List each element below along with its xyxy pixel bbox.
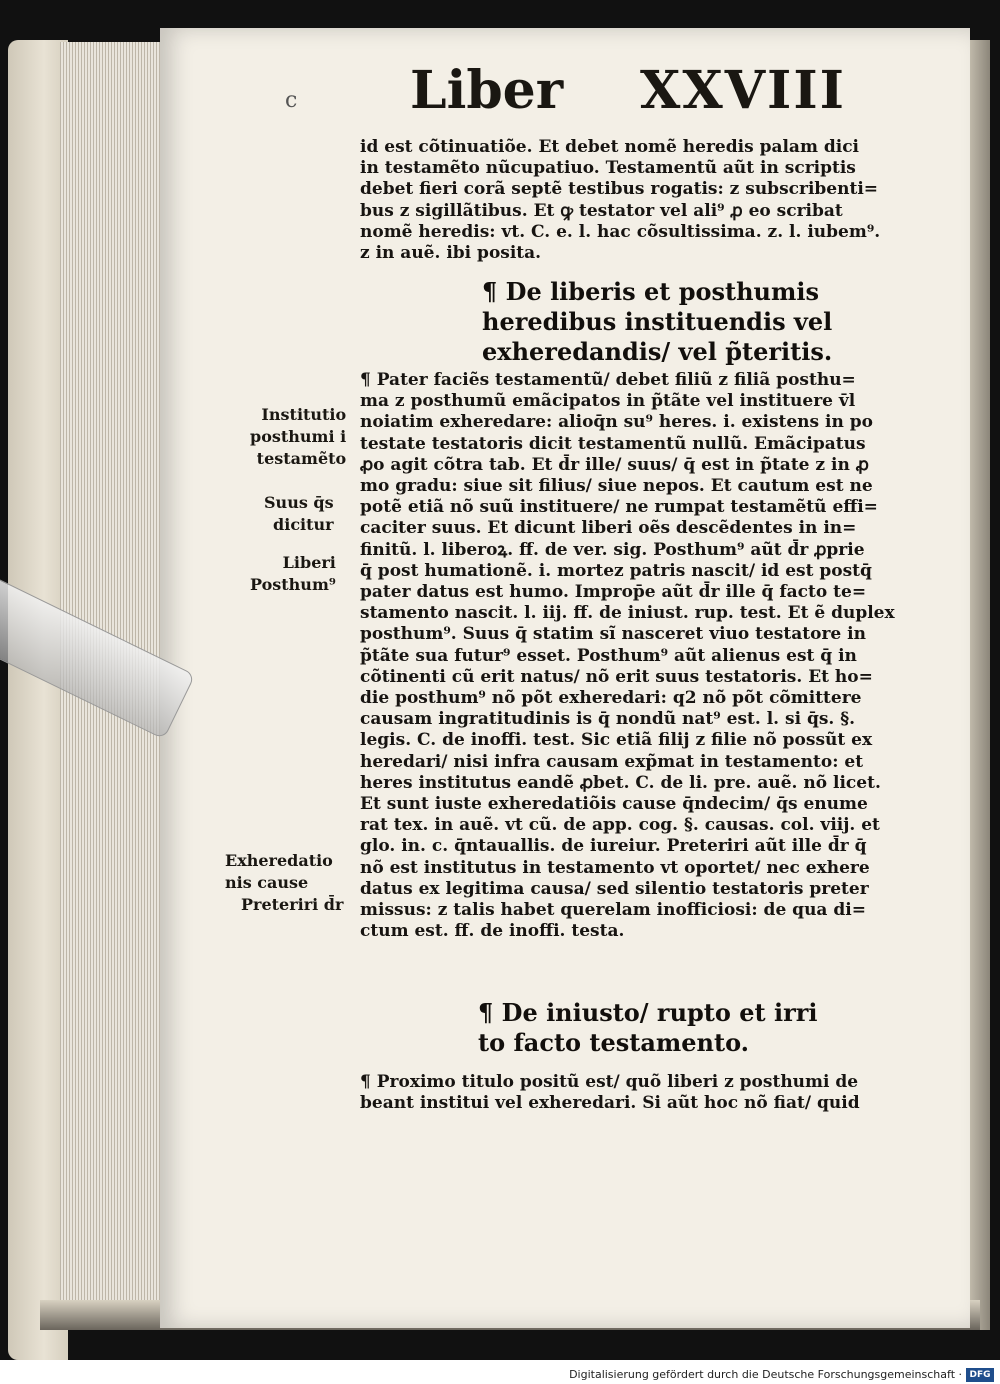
text-line: ¶ Proximo titulo positũ est/ quõ liberi z posthumi de bbox=[360, 1072, 859, 1092]
text-line: beant institui vel exheredari. Si aũt hoc nõ fiat/ quid bbox=[360, 1093, 860, 1114]
text-block-1 bbox=[360, 137, 905, 264]
page-mark: c bbox=[285, 88, 298, 113]
text-line: Et sunt iuste exheredatiõis cause q̄ndecim/ q̄s enume bbox=[360, 794, 868, 815]
text-line: in testamẽto nũcupatiuo. Testamentũ aũt in scriptis bbox=[360, 158, 856, 179]
margin-line: nis cause bbox=[225, 873, 309, 892]
text-block-3 bbox=[360, 1072, 905, 1114]
running-head-liber: Liber bbox=[410, 60, 564, 121]
text-line: mo gradu: siue sit filius/ siue nepos. Et cautum est ne bbox=[360, 476, 873, 497]
text-line: finitũ. l. liberoꝝ. ff. de ver. sig. Posthum⁹ aũt d̄r ꝓprie bbox=[360, 539, 865, 560]
margin-note-exheredatio bbox=[225, 850, 343, 916]
text-line: caciter suus. Et dicunt liberi oẽs descẽdentes in in= bbox=[360, 518, 857, 539]
running-head-number: XXVIII bbox=[640, 60, 847, 121]
text-line: p̃tãte sua futur⁹ esset. Posthum⁹ aũt alienus est q̄ in bbox=[360, 645, 857, 666]
text-line: die posthum⁹ nõ põt exheredari: q2 nõ põt cõmittere bbox=[360, 688, 862, 709]
rubric-line: heredibus instituendis vel bbox=[482, 307, 833, 336]
dfg-logo: DFG bbox=[966, 1368, 994, 1382]
text-line: q̄ post humationẽ. i. mortez patris nascit/ id est postq̄ bbox=[360, 560, 872, 581]
text-line: datus ex legitima causa/ sed silentio testatoris preter bbox=[360, 878, 869, 899]
text-line: cõtinenti cũ erit natus/ nõ erit suus testatoris. Et ho= bbox=[360, 666, 873, 687]
text-line: debet fieri corã septẽ testibus rogatis: z subscribenti= bbox=[360, 179, 879, 200]
margin-line: Suus q̄s bbox=[264, 493, 334, 512]
text-line: id est cõtinuatiõe. Et debet nomẽ heredis palam dici bbox=[360, 137, 860, 157]
rubric-heading-2 bbox=[478, 998, 817, 1058]
text-line: bus z sigillãtibus. Et ꝙ testator vel ali⁹ ꝓ eo scribat bbox=[360, 200, 843, 221]
rubric-heading-1 bbox=[482, 277, 832, 367]
text-line: rat tex. in auẽ. vt cũ. de app. cog. §. causas. col. viij. et bbox=[360, 815, 880, 836]
text-line: ctum est. ff. de inoffi. testa. bbox=[360, 921, 625, 942]
text-block-2 bbox=[360, 370, 905, 942]
margin-line: posthumi i bbox=[250, 427, 347, 446]
text-line: nomẽ heredis: vt. C. e. l. hac cõsultissima. z. l. iubem⁹. bbox=[360, 221, 881, 242]
rubric-line: exheredandis/ vel p̃teritis. bbox=[482, 337, 833, 366]
margin-note-liberi bbox=[250, 552, 336, 596]
text-line: missus: z talis habet querelam inofficiosi: de qua di= bbox=[360, 900, 866, 921]
margin-line: dicitur bbox=[273, 515, 334, 534]
text-line: heredari/ nisi infra causam exp̃mat in testamento: et bbox=[360, 751, 864, 772]
text-line: noiatim exheredare: alioq̄n su⁹ heres. i. existens in po bbox=[360, 412, 873, 433]
margin-line: testamẽto bbox=[256, 449, 347, 468]
text-line: causam ingratitudinis is q̄ nondũ nat⁹ est. l. si q̄s. §. bbox=[360, 709, 856, 730]
margin-line: Posthum⁹ bbox=[250, 575, 336, 594]
text-line: nõ est institutus in testamento vt oportet/ nec exhere bbox=[360, 857, 870, 878]
book-cover-edge bbox=[8, 40, 68, 1360]
text-line: potẽ etiã nõ suũ instituere/ ne rumpat testamẽtũ effi= bbox=[360, 497, 878, 518]
text-line: glo. in. c. q̄ntauallis. de iureiur. Preteriri aũt ille d̄r q̄ bbox=[360, 836, 867, 857]
text-line: ma z posthumũ emãcipatos in p̃tãte vel instituere v̄l bbox=[360, 391, 856, 412]
margin-line: Preteriri d̄r bbox=[241, 895, 344, 914]
text-line: testate testatoris dicit testamentũ nullũ. Emãcipatus bbox=[360, 433, 866, 454]
text-line: heres institutus eandẽ ꝓbet. C. de li. pre. auẽ. nõ licet. bbox=[360, 772, 881, 793]
margin-line: Liberi bbox=[282, 553, 336, 572]
text-line: stamento nascit. l. iij. ff. de iniust. rup. test. Et ẽ duplex bbox=[360, 603, 895, 624]
text-line: z in auẽ. ibi posita. bbox=[360, 243, 542, 264]
text-line: posthum⁹. Suus q̄ statim sĩ nasceret viuo testatore in bbox=[360, 624, 866, 645]
margin-note-suus bbox=[264, 492, 334, 536]
margin-note-institutio bbox=[250, 404, 346, 470]
text-line: ꝓo agit cõtra tab. Et d̄r ille/ suus/ q̄ est in p̃tate z in ꝓ bbox=[360, 454, 869, 475]
rubric-line: ¶ De iniusto/ rupto et irri bbox=[478, 998, 818, 1027]
rubric-line: ¶ De liberis et posthumis bbox=[482, 277, 819, 306]
text-line: ¶ Pater faciẽs testamentũ/ debet filiũ z filiã posthu= bbox=[360, 370, 856, 390]
rubric-line: to facto testamento. bbox=[478, 1028, 750, 1057]
margin-line: Institutio bbox=[261, 405, 347, 424]
margin-line: Exheredatio bbox=[225, 851, 333, 870]
text-line: pater datus est humo. Improp̄e aũt d̄r ille q̄ facto te= bbox=[360, 582, 867, 603]
funding-credit: Digitalisierung gefördert durch die Deutsche Forschungsgemeinschaft · bbox=[569, 1368, 962, 1381]
text-line: legis. C. de inoffi. test. Sic etiã filij z filie nõ possũt ex bbox=[360, 730, 873, 751]
